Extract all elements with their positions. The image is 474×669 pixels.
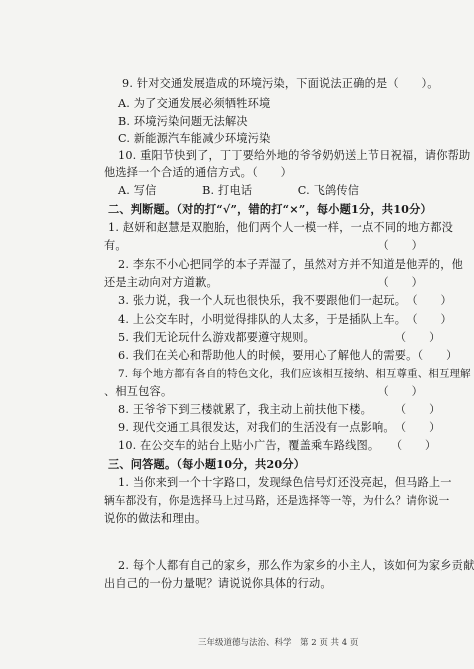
judge-1-line2: 有。 （ ） — [104, 239, 424, 252]
qa-2-line2: 出自己的一份力量呢？请说说你具体的行动。 — [104, 577, 332, 590]
judge-4: 4. 上公交车时，小明觉得排队的人太多，于是插队上车。 （ ） — [118, 313, 452, 326]
judge-2-line1: 2. 李东不小心把同学的本子弄湿了，虽然对方并不知道是他弄的，他 — [118, 258, 464, 271]
judge-2-line2: 还是主动向对方道歉。 （ ） — [104, 276, 424, 289]
q9-stem: 9. 针对交通发展造成的环境污染，下面说法正确的是（ ）。 — [122, 77, 439, 90]
qa-1-line3: 说你的做法和理由。 — [104, 512, 207, 525]
section-2-heading: 二、判断题。（对的打“√”，错的打“×”，每小题1分，共10分） — [108, 202, 432, 216]
q10-stem-line2: 他选择一个合适的通信方式。（ ） — [104, 166, 292, 179]
q10-options: A. 写信 B. 打电话 C. 飞鸽传信 — [118, 184, 360, 197]
q9-option-a: A. 为了交通发展必须牺牲环境 — [118, 97, 271, 110]
section-3-heading: 三、问答题。（每小题10分，共20分） — [108, 457, 306, 471]
page-footer: 三年级道德与法治、科学 第 2 页 共 4 页 — [198, 638, 359, 648]
q10-stem-line1: 10. 重阳节快到了，丁丁要给外地的爷爷奶奶送上节日祝福，请你帮助 — [118, 149, 471, 162]
judge-5: 5. 我们无论玩什么游戏都要遵守规则。 （ ） — [118, 331, 441, 344]
judge-7-line1: 7. 每个地方都有各自的特色文化，我们应该相互接纳、相互尊重、相互理解 — [118, 368, 471, 380]
q9-option-c: C. 新能源汽车能减少环境污染 — [118, 132, 271, 145]
judge-10: 10. 在公交车的站台上贴小广告，覆盖乘车路线图。 （ ） — [118, 439, 437, 452]
q9-option-b: B. 环境污染问题无法解决 — [118, 115, 248, 128]
judge-3: 3. 张力说，我一个人玩也很快乐，我不要跟他们一起玩。 （ ） — [118, 294, 452, 307]
judge-9: 9. 现代交通工具很发达，对我们的生活没有一点影响。 （ ） — [118, 421, 441, 434]
qa-1-line2: 辆车都没有，你是选择马上过马路，还是选择等一等，为什么？请你说一 — [104, 495, 450, 507]
judge-8: 8. 王爷爷下到三楼就累了，我主动上前扶他下楼。 （ ） — [118, 403, 441, 416]
qa-1-line1: 1. 当你来到一个十字路口，发现绿色信号灯还没亮起，但马路上一 — [118, 476, 452, 489]
judge-1-line1: 1. 赵妍和赵慧是双胞胎，他们两个人一模一样，一点不同的地方都没 — [108, 221, 454, 234]
qa-2-line1: 2. 每个人都有自己的家乡，那么作为家乡的小主人，该如何为家乡贡献 — [118, 559, 474, 572]
judge-6: 6. 我们在关心和帮助他人的时候，要用心了解他人的需要。（ ） — [118, 349, 458, 362]
judge-7-line2: 、相互包容。 （ ） — [104, 385, 424, 398]
